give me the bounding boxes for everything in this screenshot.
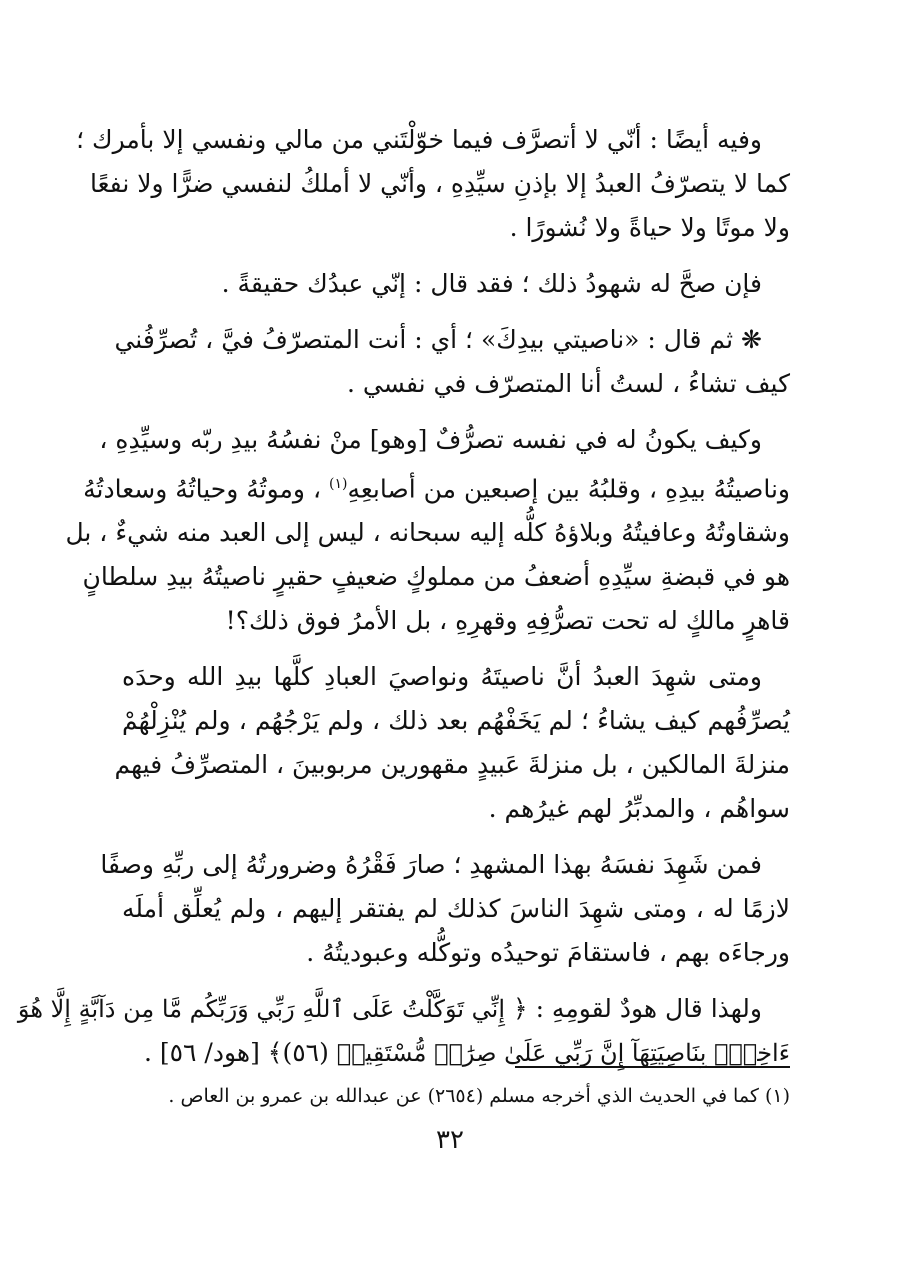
text-run: ، وموتُهُ وحياتُهُ وسعادتُهُ <box>83 474 329 504</box>
text-line: هو في قبضةِ سيِّدِهِ أضعفُ من مملوكٍ ضعيفٍ حقيرٍ ناصيتُهُ بيدِ سلطانٍ <box>82 562 790 592</box>
verse-number-icon: (٥٦) <box>282 1038 329 1068</box>
text-line: كما لا يتصرّفُ العبدُ إلا بإذنِ سيِّدِهِ ، وأنّي لا أملكُ لنفسي ضرًّا ولا نفعًا <box>90 169 790 198</box>
paragraph-2 <box>122 262 790 306</box>
text-line: يُصرِّفُهم كيف يشاءُ ؛ لم يَخَفْهُم بعد ذلك ، ولم يَرْجُهُم ، ولم يُنْزِلْهُمْ <box>122 706 790 736</box>
text-line: فإن صحَّ له شهودُ ذلك ؛ فقد قال : إنّي عبدُك حقيقةً . <box>221 269 762 298</box>
text-line: لازمًا له ، ومتى شهِدَ الناسَ كذلك لم يفتقر إليهم ، ولم يُعلِّق أملَه <box>122 894 790 924</box>
text-line: وكيف يكونُ له في نفسه تصرُّفٌ [وهو] منْ نفسُهُ بيدِ ربّه وسيِّدِهِ ، <box>99 425 762 454</box>
footnote-number: (١) <box>764 1085 790 1107</box>
text-line: ورجاءَه بهم ، فاستقامَ توحيدُه وتوكُّله وعبوديتُهُ . <box>306 938 790 968</box>
quran-verse-part-1: إِنِّي تَوَكَّلْتُ عَلَى ٱللَّهِ رَبِّي وَرَبِّكُم مَّا مِن دَآبَّةٍ إِلَّا هُوَ <box>17 995 505 1024</box>
quran-verse-part-2: ءَاخِذُۢ بِنَاصِيَتِهَآ إِنَّ رَبِّي عَلَىٰ صِرَٰطٖ مُّسْتَقِيمٖ <box>336 1039 790 1068</box>
text-line: قاهرٍ مالكٍ له تحت تصرُّفِهِ وقهرِهِ ، بل الأمرُ فوق ذلك؟! <box>225 606 790 636</box>
main-text <box>17 118 790 1087</box>
quran-close-bracket: ﴾ <box>267 1038 283 1068</box>
text-line <box>83 462 790 511</box>
footnote <box>122 1080 790 1112</box>
paragraph-1 <box>76 118 790 250</box>
quran-reference: [هود/ ٥٦] . <box>143 1038 260 1068</box>
text-line: كيف تشاءُ ، لستُ أنا المتصرّف في نفسي . <box>346 369 790 398</box>
paragraph-5 <box>114 655 790 831</box>
text-line <box>17 987 790 1031</box>
text-line: وفيه أيضًا : أنّي لا أتصرَّف فيما خوّلْتَني من مالي ونفسي إلا بأمرك ؛ <box>76 125 762 154</box>
paragraph-3 <box>114 318 790 406</box>
footnote-divider <box>515 1066 790 1068</box>
text-line: ولا موتًا ولا حياةً ولا نُشورًا . <box>509 213 790 242</box>
footnote-text: كما في الحديث الذي أخرجه مسلم (٢٦٥٤) عن عبدالله بن عمرو بن العاص . <box>168 1085 759 1107</box>
page-number: ٣٢ <box>436 1125 464 1155</box>
paragraph-6 <box>100 843 790 975</box>
verse-number: ٥٦ <box>292 1038 320 1068</box>
text-line <box>122 1031 790 1075</box>
quran-intro: ولهذا قال هودٌ لقومِهِ : <box>535 994 762 1024</box>
paragraph-4 <box>65 418 790 643</box>
text-line: منزلةَ المالكين ، بل منزلةَ عَبيدٍ مقهورين مربوبينَ ، المتصرِّفُ فيهم <box>114 750 790 780</box>
text-line: سواهُم ، والمدبِّرُ لهم غيرُهم . <box>488 794 790 824</box>
text-run: ثم قال : «ناصيتي بيدِكَ» ؛ أي : أنت المتصرّفُ فيَّ ، تُصرِّفُني <box>114 325 734 354</box>
text-line: فمن شَهِدَ نفسَهُ بهذا المشهدِ ؛ صارَ فَقْرُهُ وضرورتُهُ إلى ربِّهِ وصفًا <box>100 850 762 880</box>
footnote-reference[interactable]: (١) <box>328 476 348 492</box>
paragraph-quran <box>17 987 790 1075</box>
text-run: وناصيتُهُ بيدِهِ ، وقلبُهُ بين إصبعين من أصابعِهِ <box>347 474 790 504</box>
text-line: ومتى شهِدَ العبدُ أنَّ ناصيتَهُ ونواصيَ العبادِ كلَّها بيدِ الله وحدَه <box>122 662 762 692</box>
asterisk-icon: ❋ <box>741 325 762 354</box>
text-line: وشقاوتُهُ وعافيتُهُ وبلاؤهُ كلُّه إليه سبحانه ، ليس إلى العبد منه شيءٌ ، بل <box>65 518 790 548</box>
quran-open-bracket: ﴿ <box>512 994 528 1024</box>
text-line <box>114 318 790 362</box>
